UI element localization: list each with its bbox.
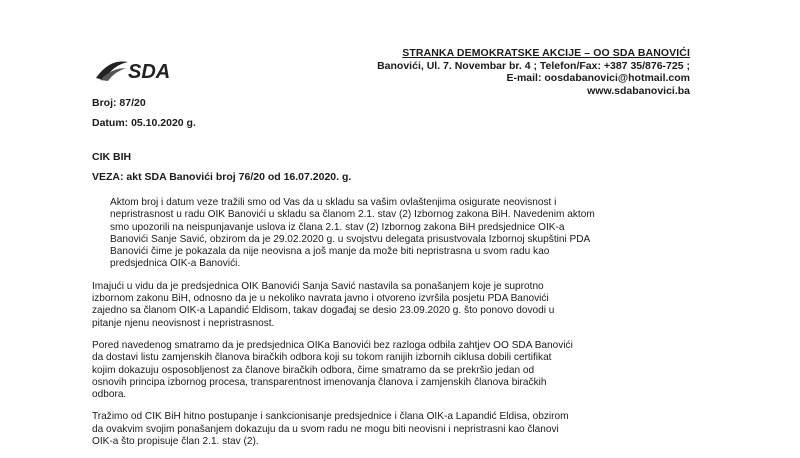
organization-email: E-mail: oosdabanovici@hotmail.com — [506, 72, 690, 84]
body-line: Tražimo od CIK BiH hitno postupanje i sankcionisanje predsjednice i člana OIK-a Lapandić Eldisa, obzirom — [92, 411, 569, 423]
body-paragraph — [92, 340, 700, 401]
logo-swoosh-icon — [96, 62, 128, 80]
body-line: osnovih principa izbornog procesa, transparentnost imenovanja članova i zamjenskih članova biračkih — [92, 376, 547, 388]
body-line: pitanje njenu neovisnost i nepristrasnost. — [92, 317, 275, 329]
body-line: Banovići Sanje Savić, obzirom da je 29.02.2020 g. u svojstvu delegata prisustvovala Izbornoj skupštini PDA — [110, 233, 591, 245]
organization-address: Banovići, Ul. 7. Novembar br. 4 ; Telefon/Fax: +387 35/876-725 ; — [377, 59, 690, 72]
organization-website: www.sdabanovici.ba — [587, 84, 690, 97]
body-paragraph — [92, 281, 700, 330]
body-line: odbora. — [92, 389, 127, 401]
body-paragraph — [92, 197, 700, 271]
sda-logo — [92, 56, 192, 84]
body-line: da dostavi listu zamjenskih članova biračkih odbora koji su tokom ranijih izbornih ciklusa dobili certifikat — [92, 352, 552, 364]
logo-text: SDA — [128, 61, 171, 83]
organization-header — [270, 47, 690, 97]
body-line: zajedno sa članom OIK-a Lapandić Eldisom, takav događaj se desio 23.09.2020 g. što ponovo dovodi u — [92, 305, 555, 317]
letter-body — [92, 197, 700, 458]
document-date: Datum: 05.10.2020 g. — [92, 117, 196, 129]
body-line: predsjednica OIK-a Banovići. — [110, 258, 241, 270]
recipient: CIK BIH — [92, 151, 132, 163]
body-line: nepristrasnost u radu OIK Banovići u skladu sa članom 2.1. stav (2) Izbornog zakona BiH. Navedenim aktom — [110, 209, 595, 221]
body-line: kojim dokazuju osposobljenost za članove biračkih odbora, čime smatramo da se prekršio jedan od — [92, 364, 535, 376]
body-line: Banovići čime je pokazala da nije neovisna a još manje da može biti nepristrasna u svom radu kao — [110, 246, 550, 258]
document-reference-number: Broj: 87/20 — [92, 97, 146, 109]
body-line: Pored navedenog smatramo da je predsjednica OIKa Banovići bez razloga odbila zahtjev OO SDA Banovići — [92, 339, 573, 351]
body-line: Aktom broj i datum veze tražili smo od Vas da u skladu sa vašim ovlaštenjima osigurate neovisnost i — [110, 197, 557, 208]
body-line: OIK-a što propisuje član 2.1. stav (2). — [92, 436, 259, 448]
body-line: izbornom zakonu BiH, odnosno da je u nekoliko navrata javno i otvoreno izvršila posjetu PDA Banovići — [92, 293, 549, 305]
body-paragraph — [92, 411, 700, 448]
body-line: da ovakvim svojim ponašanjem dokazuju da u svom radu ne mogu biti neovisni i nepristrasni kao članovi — [92, 423, 559, 435]
sda-logo-graphic — [92, 56, 192, 84]
subject-reference: VEZA: akt SDA Banovići broj 76/20 od 16.07.2020. g. — [92, 171, 352, 183]
body-line: smo upozorili na neispunjavanje uslova iz člana 2.1. stav (2) Izbornog zakona BiH predsjednice OIK-a — [110, 221, 565, 233]
body-line: Imajući u vidu da je predsjednica OIK Banovići Sanja Savić nastavila sa ponašanjem koje je suprotno — [92, 280, 544, 292]
organization-name: STRANKA DEMOKRATSKE AKCIJE – OO SDA BANOVIĆI — [402, 47, 690, 59]
